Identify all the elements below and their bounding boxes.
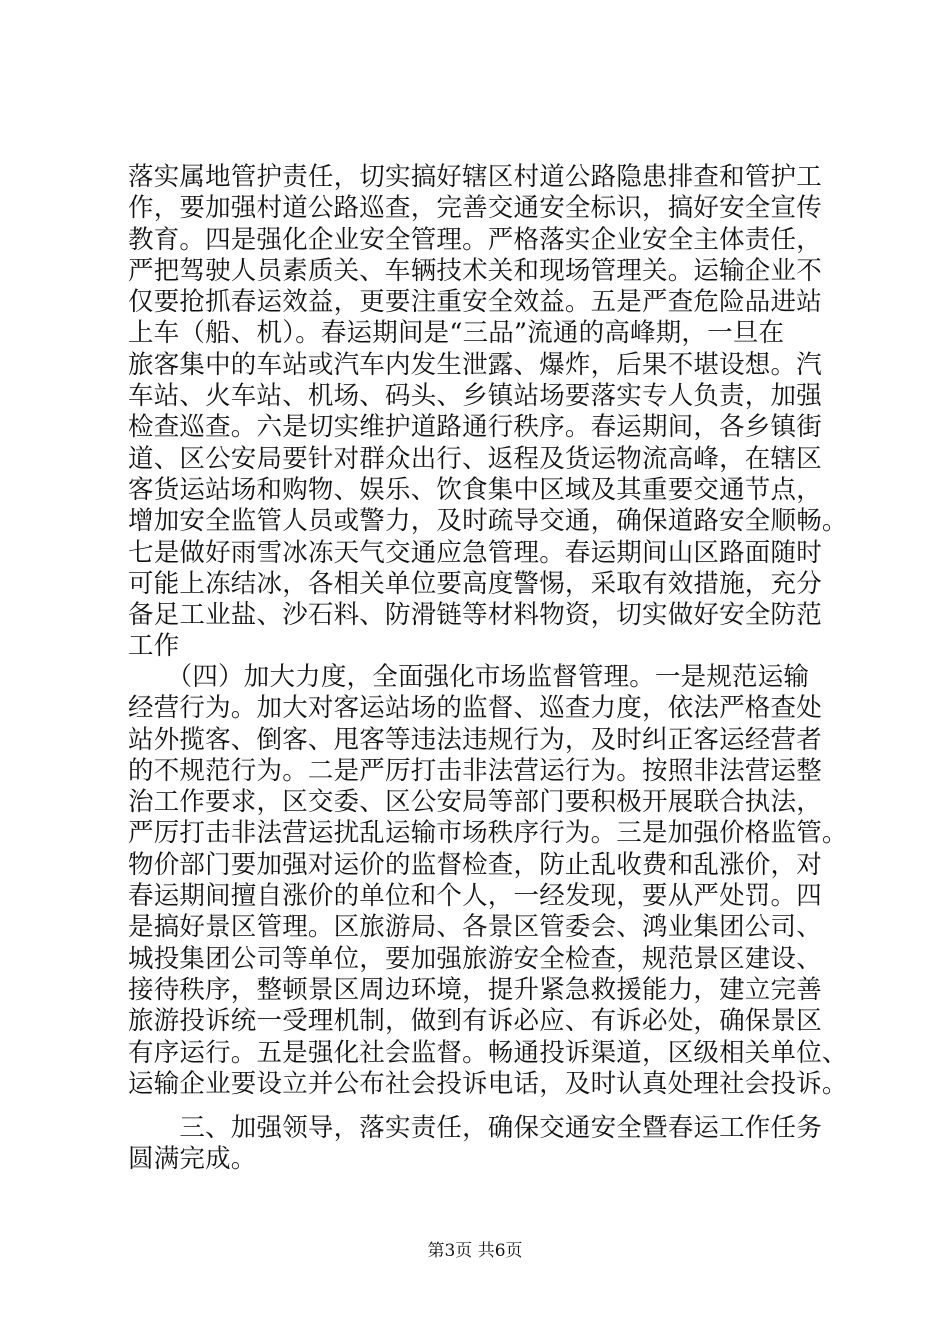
text-line: 道、区公安局要针对群众出行、返程及货运物流高峰，在辖区 <box>128 443 822 474</box>
text-line: 的不规范行为。二是严厉打击非法营运行为。按照非法营运整 <box>128 755 822 786</box>
page-number-footer: 第3页 共6页 <box>427 1241 523 1261</box>
text-line: 教育。四是强化企业安全管理。严格落实企业安全主体责任， <box>128 224 822 255</box>
text-line: （四）加大力度，全面强化市场监督管理。一是规范运输 <box>128 662 810 692</box>
text-line: 七是做好雨雪冰冻天气交通应急管理。春运期间山区路面随时 <box>128 537 822 568</box>
text-line: 旅游投诉统一受理机制，做到有诉必应、有诉必处，确保景区 <box>128 1006 822 1037</box>
text-line: 物价部门要加强对运价的监督检查，防止乱收费和乱涨价，对 <box>128 849 822 880</box>
text-line: 有序运行。五是强化社会监督。畅通投诉渠道，区级相关单位、 <box>128 1037 848 1068</box>
text-line: 经营行为。加大对客运站场的监督、巡查力度，依法严格查处 <box>128 693 822 724</box>
text-line: 落实属地管护责任，切实搞好辖区村道公路隐患排查和管护工 <box>128 162 822 192</box>
text-line: 站外揽客、倒客、甩客等违法违规行为，及时纠正客运经营者 <box>128 724 822 755</box>
text-line: 是搞好景区管理。区旅游局、各景区管委会、鸿业集团公司、 <box>128 912 822 943</box>
text-line: 备足工业盐、沙石料、防滑链等材料物资，切实做好安全防范 <box>128 600 822 631</box>
text-line: 城投集团公司等单位，要加强旅游安全检查，规范景区建设、 <box>128 943 822 974</box>
text-line: 上车（船、机）。春运期间是“三品”流通的高峰期，一旦在 <box>128 318 785 349</box>
text-line: 严把驾驶人员素质关、车辆技术关和现场管理关。运输企业不 <box>128 255 822 286</box>
body-paragraph-2 <box>128 662 848 1100</box>
text-line: 仅要抢抓春运效益，更要注重安全效益。五是严查危险品进站 <box>128 287 822 318</box>
text-line: 春运期间擅自涨价的单位和个人，一经发现，要从严处罚。四 <box>128 881 822 912</box>
text-line: 接待秩序，整顿景区周边环境，提升紧急救援能力，建立完善 <box>128 974 822 1005</box>
text-line: 三、加强领导，落实责任，确保交通安全暨春运工作任务 <box>128 1113 822 1143</box>
text-line: 作，要加强村道公路巡查，完善交通安全标识，搞好安全宣传 <box>128 193 822 224</box>
text-line: 运输企业要设立并公布社会投诉电话，及时认真处理社会投诉。 <box>128 1068 848 1099</box>
text-line: 旅客集中的车站或汽车内发生泄露、爆炸，后果不堪设想。汽 <box>128 349 822 380</box>
text-line: 可能上冻结冰，各相关单位要高度警惕，采取有效措施，充分 <box>128 568 822 599</box>
text-line: 车站、火车站、机场、码头、乡镇站场要落实专人负责，加强 <box>128 381 822 412</box>
text-line: 工作 <box>128 631 180 662</box>
text-line: 圆满完成。 <box>128 1144 257 1175</box>
text-line: 严厉打击非法营运扰乱运输市场秩序行为。三是加强价格监管。 <box>128 818 848 849</box>
section-heading-paragraph <box>128 1113 828 1176</box>
text-line: 客货运站场和购物、娱乐、饮食集中区域及其重要交通节点， <box>128 474 822 505</box>
text-line: 治工作要求，区交委、区公安局等部门要积极开展联合执法， <box>128 787 822 818</box>
body-paragraph-1 <box>128 162 848 663</box>
text-line: 检查巡查。六是切实维护道路通行秩序。春运期间，各乡镇街 <box>128 412 822 443</box>
text-line: 增加安全监管人员或警力，及时疏导交通，确保道路安全顺畅。 <box>128 506 848 537</box>
